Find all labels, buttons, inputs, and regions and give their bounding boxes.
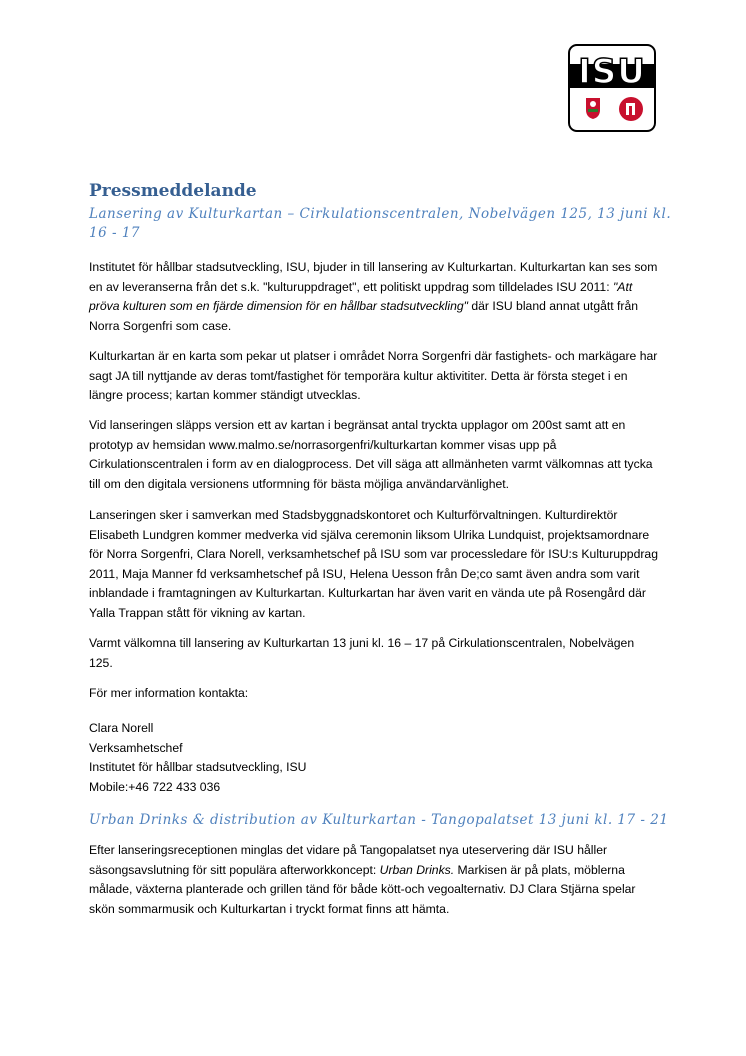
- event-subtitle-launch: Lansering av Kulturkartan – Cirkulationscentralen, Nobelvägen 125, 13 juni kl. 16 - 17: [89, 206, 672, 241]
- paragraph-urban-drinks-a: Efter lanseringsreceptionen minglas det vidare på Tangopalatset nya uteservering där ISU håller säsongsavslutning för sitt populära afterworkkoncept:: [89, 843, 608, 877]
- paragraph-intro: [89, 258, 661, 336]
- logo-seals: [570, 96, 654, 128]
- malmo-stad-seal-icon: [584, 96, 602, 120]
- logo-letters: [570, 50, 654, 94]
- paragraph-intro-a: Institutet för hållbar stadsutveckling, ISU, bjuder in till lansering av Kulturkartan. Kulturkartan kan ses som en av leveranserna från det s.k. "kulturuppdraget", ett politiskt uppdrag som tilldelades ISU 2011:: [89, 260, 658, 294]
- paragraph-intro-quote: "Att pröva kulturen som en fjärde dimension för en hållbar stadsutveckling": [89, 279, 633, 313]
- paragraph-map-description: Kulturkartan är en karta som pekar ut platser i området Norra Sorgenfri där fastighets- och markägare har sagt JA till nyttjande av deras tomt/fastighet för temporära kultur aktivititer. Detta är första steget i en längre process; kartan kommer ständigt utvecklas.: [89, 349, 658, 402]
- contact-org: Institutet för hållbar stadsutveckling, ISU: [89, 760, 307, 774]
- malmo-hogskola-seal-icon: [618, 96, 644, 122]
- svg-text:ISU: ISU: [578, 52, 646, 92]
- paragraph-intro-b: där ISU bland annat utgått från Norra Sorgenfri som case.: [89, 299, 639, 333]
- paragraph-urban-drinks-b: Markisen är på plats, möblerna målade, växterna planterade och grillen tänd för både kött-och vegoalternativ. DJ Clara Stjärna spelar skön sommarmusik och Kulturkartan i tryckt format finns att hämta.: [89, 862, 636, 916]
- logo-text: [570, 50, 654, 102]
- contact-name: Clara Norell: [89, 721, 154, 735]
- paragraph-contact-intro: För mer information kontakta:: [89, 686, 249, 700]
- paragraph-launch-details: Vid lanseringen släpps version ett av kartan i begränsat antal tryckta upplagor om 200st samt att en prototyp av hemsidan www.malmo.se/norrasorgenfri/kulturkartan kommer visas upp på Cirkulationscentralen i form av en dialogprocess. Det vill säga att allmänheten varmt välkomnas att tycka till om den digitala versionens utformning för bästa möjliga användarvänlighet.: [89, 418, 653, 491]
- contact-title: Verksamhetschef: [89, 740, 183, 755]
- paragraph-welcome: Varmt välkomna till lansering av Kulturkartan 13 juni kl. 16 – 17 på Cirkulationscentralen, Nobelvägen 125.: [89, 636, 635, 670]
- paragraph-urban-drinks: [89, 841, 661, 919]
- contact-phone: Mobile:+46 722 433 036: [89, 779, 221, 794]
- page-title: Pressmeddelande: [89, 181, 257, 201]
- event-subtitle-urban-drinks: Urban Drinks & distribution av Kulturkartan - Tangopalatset 13 juni kl. 17 - 21: [89, 812, 669, 828]
- paragraph-collaboration: Lanseringen sker i samverkan med Stadsbyggnadskontoret och Kulturförvaltningen. Kulturdirektör Elisabeth Lundgren kommer medverka vid själva ceremonin liksom Ulrika Lundquist, projektsamordnare för Norra Sorgenfri, Clara Norell, verksamhetschef på ISU som var processledare för ISU:s Kulturuppdrag 2011, Maja Manner fd verksamhetschef på ISU, Helena Uesson från De;co samt även andra som varit inblandade i framtagningen av Kulturkartan. Kulturkartan har även varit en vända ute på Rosengård där Yalla Trappan stått för vikning av kartan.: [89, 508, 658, 620]
- paragraph-urban-drinks-em: Urban Drinks.: [379, 862, 455, 877]
- contact-block: [89, 719, 489, 797]
- isu-logo: [568, 44, 656, 132]
